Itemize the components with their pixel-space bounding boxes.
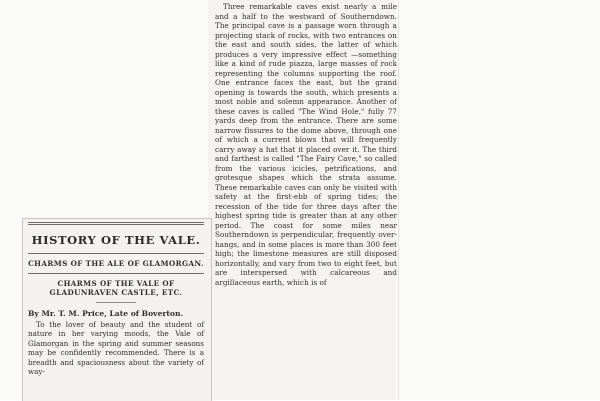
clipping-content bbox=[28, 222, 204, 377]
byline: By Mr. T. M. Price, Late of Boverton. bbox=[28, 308, 184, 318]
column-paragraph: Three remarkable caves exist nearly a mile and a half to the westward of Southerndown. The principal cave is a passage worn through a projecting stack of rocks, with two entrances on the east and south sides, the latter of which produces a very impressive effect —something like a kind of rude piazza, large masses of rock representing the columns supporting the roof. One entrance faces the east, but the grand opening is towards the south, which presents a most noble and solemn appearance. Another of these caves is called "The Wind Hole," fully 77 yards deep from the entrance. There are some narrow fissures to the dome above, through one of which a current blows that will frequently carry away a hat that it placed over it. The third and farthest is called "The Fairy Cave," so called from the various icicles, petrifications, and grotesque shapes which the strata assume. These remarkable caves can only be visited with safety at the first-ebb of spring tides; the recession of the tide for three days after the highest spring tide is greater than at any other period. The coast for some miles near Southerndown is perpendicular, frequently over-hangs, and in some places is more than 300 feet high; the limestone measures are still disposed horizontally, and vary from two to eight feet, but are interspersed with calcareous and argillaceous earth, which is of bbox=[215, 2, 397, 287]
subhead-rule bbox=[28, 273, 204, 274]
subheading-two: CHARMS OF THE VALE OF GLADUNRAVEN CASTLE, ETC. bbox=[49, 278, 183, 297]
page-fold-line bbox=[398, 0, 399, 400]
article-title: HISTORY OF THE VALE. bbox=[31, 233, 201, 247]
article-body: To the lover of beauty and the student of nature in her varying moods, the Vale of Glamorgan in the spring and summer seasons may be confidently recommended. There is a breadth and spaciousness about the variety of way- bbox=[28, 319, 204, 376]
short-divider bbox=[96, 302, 136, 303]
subheading-one: CHARMS OF THE ALE OF GLAMORGAN. bbox=[28, 259, 204, 268]
newspaper-column-text bbox=[215, 2, 397, 287]
top-rule bbox=[28, 222, 204, 225]
title-rule bbox=[28, 253, 204, 254]
